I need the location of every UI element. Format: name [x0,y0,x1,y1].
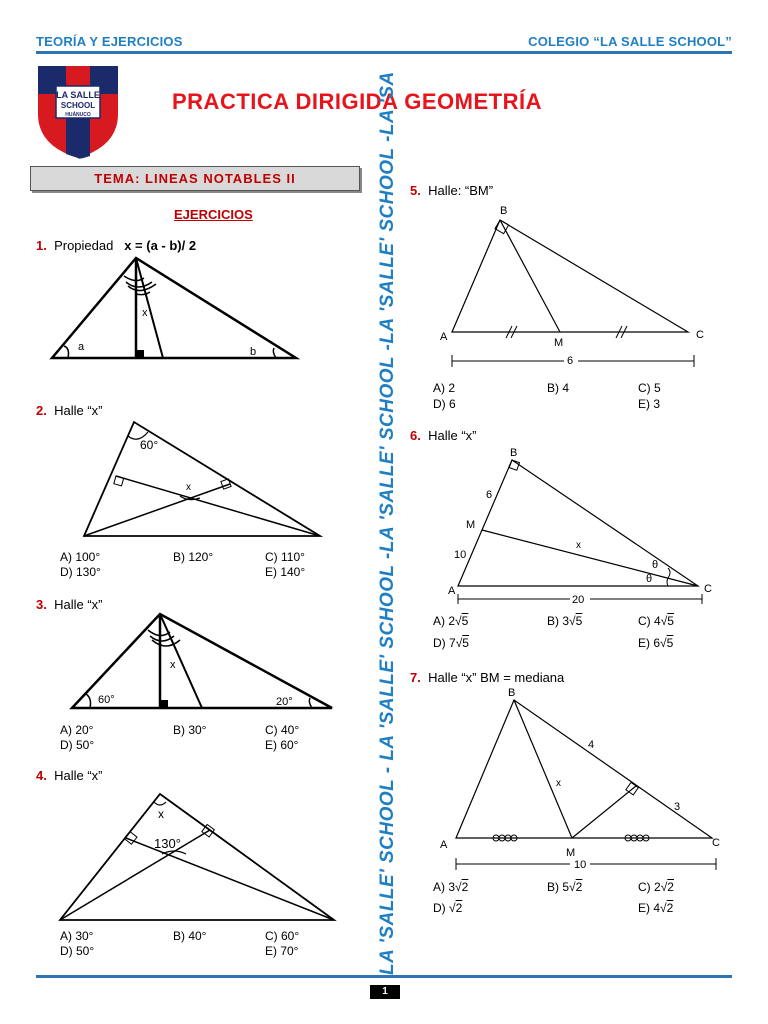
q7-option-d: D) √2 [433,901,463,915]
q7-option-a: A) 3√2 [433,880,469,894]
q7-figure [432,686,724,872]
q5-text: Halle: “BM” [428,183,494,198]
q1-statement [36,238,196,253]
q2-option-a: A) 100° [60,550,101,564]
page-title: PRACTICA DIRIGIDA GEOMETRÍA [172,89,542,114]
q1-formula: x = (a - b)/ 2 [124,238,197,253]
q2-label-x: x [186,482,191,493]
q1-label-x: x [142,307,148,319]
q6-option-a: A) 2√5 [433,614,469,628]
footer-divider [36,975,732,978]
q6-text: Halle “x” [428,428,477,443]
q5-figure [432,198,722,374]
q7-option-b: B) 5√2 [547,880,583,894]
q7-label-10: 10 [574,859,587,871]
q4-statement [36,768,102,783]
q2-figure [76,416,326,542]
page-number: 1 [370,985,400,999]
q3-option-e: E) 60° [265,738,299,752]
q6-label-theta-2: θ [646,573,653,585]
q7-label-A: A [440,839,448,851]
q3-option-b: B) 30° [173,723,207,737]
q4-option-a: A) 30° [60,929,94,943]
q1-text: Propiedad [54,238,114,253]
q3-label-x: x [170,659,176,671]
q3-number: 3. [36,597,47,612]
q6-label-C: C [704,583,712,595]
q6-option-b: B) 3√5 [547,614,583,628]
q3-option-c: C) 40° [265,723,300,737]
q1-label-a: a [78,341,85,353]
q4-text: Halle “x” [54,768,103,783]
q6-label-x: x [576,540,581,551]
q2-label-angle: 60° [140,438,159,452]
q7-label-B: B [508,687,516,699]
q5-option-c: C) 5 [638,381,661,395]
q2-option-e: E) 140° [265,565,306,579]
q5-label-A: A [440,331,448,343]
q2-option-c: C) 110° [265,550,305,564]
q5-option-b: B) 4 [547,381,570,395]
logo-text-1: LA SALLE [56,90,100,100]
q4-label-x: x [158,807,164,821]
q4-option-b: B) 40° [173,929,207,943]
q4-figure [54,786,340,926]
q5-label-M: M [554,337,564,349]
q1-label-b: b [250,346,257,358]
q2-option-b: B) 120° [173,550,214,564]
q6-label-6: 6 [486,489,493,501]
header-left-text: TEORÍA Y EJERCICIOS [36,34,183,49]
q7-number: 7. [410,670,421,685]
q3-option-d: D) 50° [60,738,95,752]
q7-label-3: 3 [674,801,681,813]
q5-label-C: C [696,329,704,341]
q6-number: 6. [410,428,421,443]
q4-option-d: D) 50° [60,944,95,958]
q6-label-M: M [466,519,476,531]
school-shield-logo [36,64,120,160]
q5-option-e: E) 3 [638,397,661,411]
q6-label-B: B [510,447,518,459]
q7-label-C: C [712,837,720,849]
q3-label-right-angle: 20° [276,696,293,708]
header-right-text: COLEGIO “LA SALLE SCHOOL” [528,34,732,49]
q3-label-left-angle: 60° [98,694,115,706]
q6-statement [410,428,476,443]
q4-option-e: E) 70° [265,944,299,958]
q3-text: Halle “x” [54,597,103,612]
logo-text-3: HUÁNUCO [65,112,91,118]
q4-option-c: C) 60° [265,929,300,943]
q2-text: Halle “x” [54,403,103,418]
q4-number: 4. [36,768,47,783]
q7-text: Halle “x” BM = mediana [428,670,565,685]
q3-option-a: A) 20° [60,723,94,737]
q6-figure [440,444,720,610]
header-divider [36,51,732,54]
tema-heading: TEMA: LINEAS NOTABLES II [94,171,296,186]
q4-label-angle: 130° [154,836,181,851]
q7-label-M: M [566,847,576,859]
q1-figure [40,252,310,367]
q7-label-4: 4 [588,739,595,751]
q5-option-a: A) 2 [433,381,456,395]
q3-figure [62,610,342,716]
vertical-school-banner: LA 'SALLE' SCHOOL - LA 'SALLE' SCHOOL -LA 'SALLE' SCHOOL -LA 'SALLE' SCHOOL -LA 'SA [377,71,398,975]
q7-option-e: E) 4√2 [638,901,674,915]
q5-label-length: 6 [567,355,574,367]
q6-option-c: C) 4√5 [638,614,674,628]
q2-number: 2. [36,403,47,418]
q2-option-d: D) 130° [60,565,101,579]
q6-label-20: 20 [572,594,585,606]
q5-number: 5. [410,183,421,198]
q6-option-d: D) 7√5 [433,636,469,650]
q6-label-A: A [448,585,456,597]
q6-label-10: 10 [454,549,467,561]
section-heading: EJERCICIOS [174,207,253,222]
q6-label-theta-1: θ [652,559,659,571]
q7-label-x: x [556,778,561,789]
q5-option-d: D) 6 [433,397,456,411]
q1-number: 1. [36,238,47,253]
q7-option-c: C) 2√2 [638,880,674,894]
q5-statement [410,183,493,198]
q6-option-e: E) 6√5 [638,636,674,650]
q5-label-B: B [500,205,508,217]
logo-text-2: SCHOOL [60,101,96,110]
q7-statement [410,670,564,685]
